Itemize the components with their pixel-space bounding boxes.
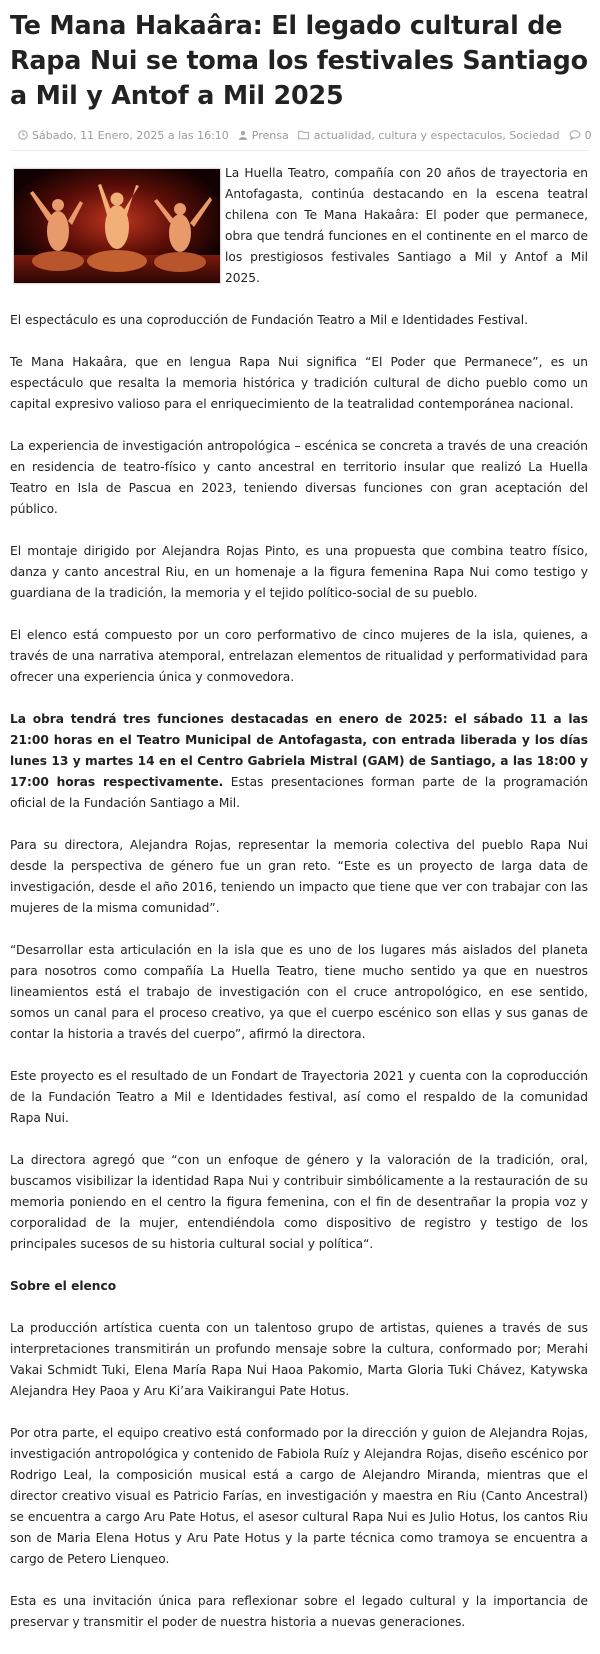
- meta-divider: [10, 150, 588, 151]
- paragraph: La experiencia de investigación antropológica – escénica se concreta a través de una creación en residencia de teatro-físico y canto ancestral en territorio insular que realizó La Huella Teatro en Isla de Pascua en 2023, teniendo diversas funciones con gran aceptación del público.: [10, 439, 588, 516]
- meta-author[interactable]: [238, 129, 289, 142]
- comment-icon: [569, 130, 581, 140]
- meta-comments[interactable]: [569, 129, 592, 142]
- user-icon: [238, 130, 248, 140]
- article-title: Te Mana Hakaâra: El legado cultural de Rapa Nui se toma los festivales Santiago a Mil y Antof a Mil 2025: [10, 10, 588, 110]
- article-meta: [18, 125, 592, 145]
- meta-date-text: Sábado, 11 Enero, 2025 a las 16:10: [32, 128, 229, 142]
- paragraph: El montaje dirigido por Alejandra Rojas Pinto, es una propuesta que combina teatro físico, danza y canto ancestral Riu, en un homenaje a la figura femenina Rapa Nui como testigo y guardiana de la tradición, la memoria y el tejido político-social de su pueblo.: [10, 544, 588, 600]
- folder-icon: [298, 130, 310, 140]
- paragraph: Te Mana Hakaâra, que en lengua Rapa Nui significa “El Poder que Permanece”, es un espectáculo que resalta la memoria histórica y tradición cultural de dicho pueblo como un capital expresivo valioso para el enriquecimiento de la teatralidad contemporánea nacional.: [10, 355, 588, 411]
- meta-categories-text[interactable]: actualidad, cultura y espectaculos, Sociedad: [313, 128, 560, 142]
- meta-date: [18, 129, 229, 142]
- paragraph: Por otra parte, el equipo creativo está conformado por la dirección y guion de Alejandra Rojas, investigación antropológica y contenido de Fabiola Ruíz y Alejandra Rojas, diseño escénico por Rodrigo Leal, la composición musical está a cargo de Alejandro Miranda, mientras que el director creativo visual es Patricio Farías, en investigación y maestra en Riu (Canto Ancestral) se encuentra a cargo Aru Pate Hotus, el asesor cultural Rapa Nui es Julio Hotus, los cantos Riu son de Maria Elena Hotus y Aru Pate Hotus y la parte técnica como tramoya se encuentra a cargo de Petero Lienqueo.: [10, 1426, 588, 1566]
- dancers-stage-image: [14, 169, 220, 283]
- paragraph: La directora agregó que “con un enfoque de género y la valoración de la tradición, oral, buscamos visibilizar la identidad Rapa Nui y contribuir simbólicamente a la restauración de su memoria poniendo en el centro la figura femenina, con el fin de desentrañar la propia voz y corporalidad de la mujer, entendiéndola como dispositivo de registro y testigo de los principales sucesos de su historia cultural social y política“.: [10, 1153, 588, 1251]
- cast-heading-text: Sobre el elenco: [10, 1279, 117, 1293]
- functions-bold-text: La obra tendrá tres funciones destacadas en enero de 2025: el sábado 11 a las 21:00 horas en el Teatro Municipal de Antofagasta, con entrada liberada y los días lunes 13 y martes 14 en el Centro Gabriela Mistral (GAM) de Santiago, a las 18:00 y 17:00 horas respectivamente.: [10, 712, 588, 789]
- paragraph: “Desarrollar esta articulación en la isla que es uno de los lugares más aislados del planeta para nosotros como compañía La Huella Teatro, tiene mucho sentido ya que en nuestros lineamientos está el trabajo de investigación con el cruce antropológico, en ese sentido, somos un canal para el proceso creativo, ya que el cuerpo escénico son ellas y sus ganas de contar la historia a través del cuerpo”, afirmó la directora.: [10, 943, 588, 1041]
- functions-paragraph: [10, 709, 588, 814]
- paragraph: La Huella Teatro, compañía con 20 años de trayectoria en Antofagasta, continúa destacando en la escena teatral chilena con Te Mana Hakaâra: El poder que permanece, obra que tendrá funciones en el continente en el marco de los prestigiosos festivales Santiago a Mil y Antof a Mil 2025.: [225, 166, 588, 285]
- paragraph: El espectáculo es una coproducción de Fundación Teatro a Mil e Identidades Festival.: [10, 313, 529, 327]
- meta-comments-count[interactable]: 0: [584, 128, 592, 142]
- paragraph: La producción artística cuenta con un talentoso grupo de artistas, quienes a través de sus interpretaciones transmitirán un profundo mensaje sobre la cultura, conformado por; Merahi Vakai Schmidt Tuki, Elena María Rapa Nui Haoa Pakomio, Marta Gloria Tuki Chávez, Katywska Alejandra Hey Paoa y Aru Ki’ara Vaikirangui Pate Hotus.: [10, 1321, 588, 1398]
- functions-rest-text: Estas presentaciones forman parte de la programación oficial de la Fundación Santiago a Mil.: [10, 775, 589, 810]
- meta-author-text[interactable]: Prensa: [251, 128, 289, 142]
- paragraph: Esta es una invitación única para reflexionar sobre el legado cultural y la importancia de preservar y transmitir el poder de nuestra historia a nuevas generaciones.: [10, 1594, 588, 1629]
- article-body: [10, 163, 588, 1654]
- meta-categories[interactable]: [298, 129, 560, 142]
- article-photo: [13, 168, 221, 284]
- paragraph: Para su directora, Alejandra Rojas, representar la memoria colectiva del pueblo Rapa Nui desde la perspectiva de género fue un gran reto. “Este es un proyecto de larga data de investigación, desde el año 2016, teniendo un impacto que tiene que ver con trabajar con las mujeres de la misma comunidad”.: [10, 838, 588, 915]
- paragraph: El elenco está compuesto por un coro performativo de cinco mujeres de la isla, quienes, a través de una narrativa atemporal, entrelazan elementos de ritualidad y performatividad para ofrecer una experiencia única y conmovedora.: [10, 628, 588, 684]
- paragraph: Este proyecto es el resultado de un Fondart de Trayectoria 2021 y cuenta con la coproducción de la Fundación Teatro a Mil e Identidades festival, así como el respaldo de la comunidad Rapa Nui.: [10, 1069, 588, 1125]
- cast-heading: [10, 1276, 588, 1297]
- clock-icon: [18, 130, 28, 140]
